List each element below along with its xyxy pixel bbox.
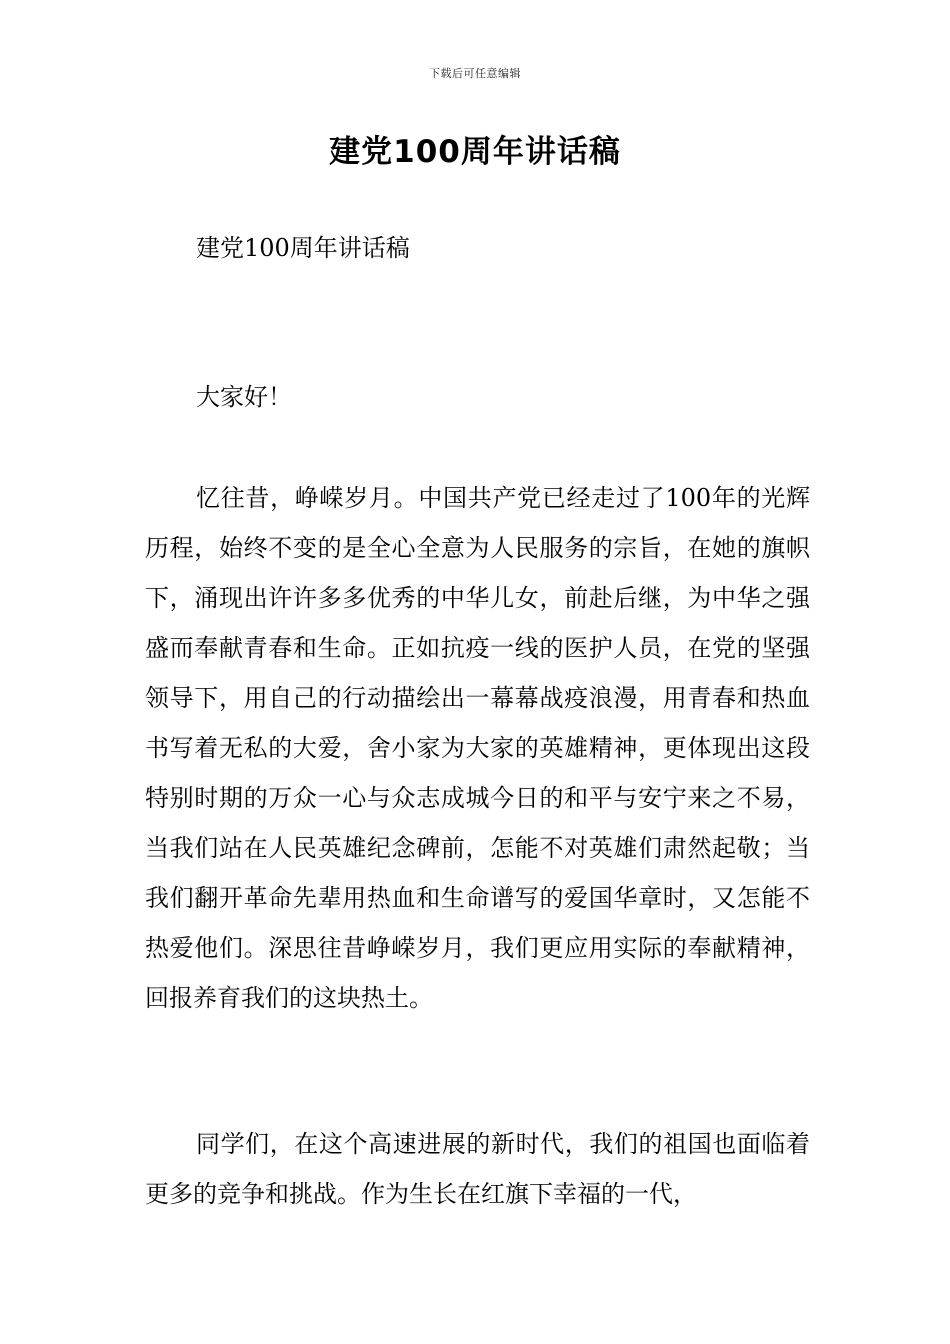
paragraph: 忆往昔，峥嵘岁月。中国共产党已经走过了100年的光辉历程，始终不变的是全心全意为人民服务的宗旨，在她的旗帜下，涌现出许许多多优秀的中华儿女，前赴后继，为中华之强盛而奉献青春和生命。正如抗疫一线的医护人员，在党的坚强领导下，用自己的行动描绘出一幕幕战疫浪漫，用青春和热血书写着无私的大爱，舍小家为大家的英雄精神，更体现出这段特别时期的万众一心与众志成城今日的和平与安宁来之不易，当我们站在人民英雄纪念碑前，怎能不对英雄们肃然起敬；当我们翻开革命先辈用热血和生命谱写的爱国华章时，又怎能不热爱他们。深思往昔峥嵘岁月，我们更应用实际的奉献精神，回报养育我们的这块热土。 <box>145 484 810 1012</box>
document-subtitle: 建党100周年讲话稿 <box>196 234 410 262</box>
paragraph: 同学们，在这个高速进展的新时代，我们的祖国也面临着更多的竞争和挑战。作为生长在红旗下幸福的一代， <box>145 1130 810 1208</box>
document-title: 建党100周年讲话稿 <box>329 134 621 170</box>
greeting: 大家好！ <box>196 383 292 411</box>
header-note: 下载后可任意编辑 <box>429 67 521 80</box>
